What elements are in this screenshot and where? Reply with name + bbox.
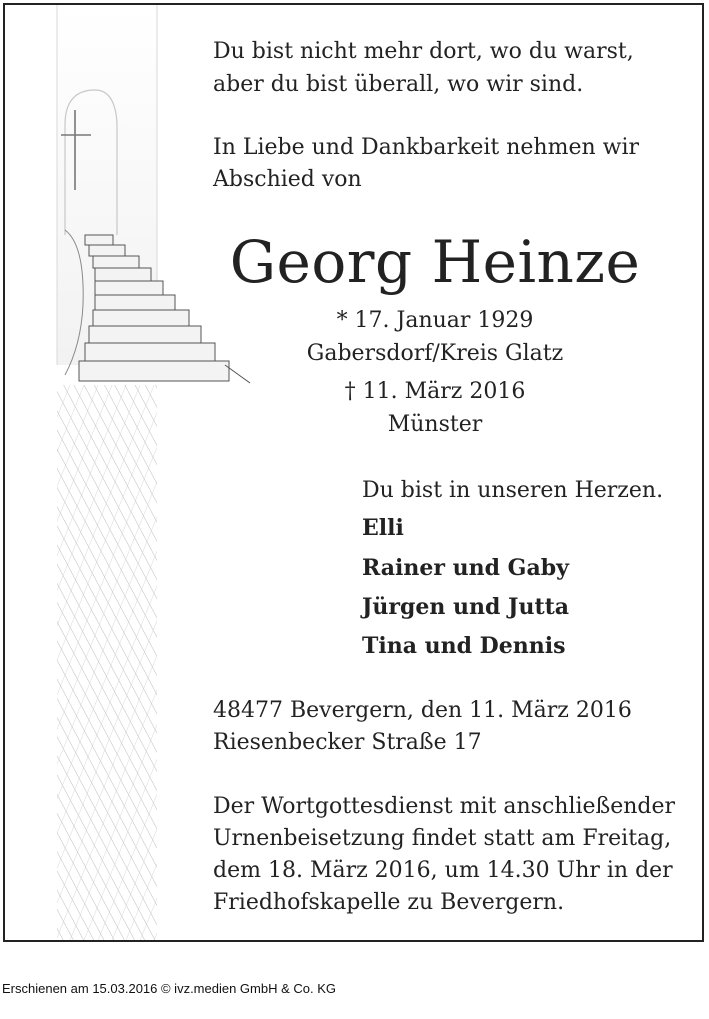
mourner-name: Rainer und Gaby xyxy=(362,555,569,581)
service-line-4: Friedhofskapelle zu Bevergern. xyxy=(213,890,565,915)
death-date: † 11. März 2016 xyxy=(344,379,526,404)
obituary-frame xyxy=(3,3,704,942)
birth-place: Gabersdorf/Kreis Glatz xyxy=(306,341,564,366)
service-line-2: Urnenbeisetzung findet statt am Freitag, xyxy=(213,826,672,851)
quote-line-2: aber du bist überall, wo wir sind. xyxy=(213,72,584,97)
service-line-1: Der Wortgottesdienst mit anschließender xyxy=(213,794,676,819)
mourner-name: Tina und Dennis xyxy=(362,633,566,659)
address-line-1: 48477 Bevergern, den 11. März 2016 xyxy=(213,698,632,723)
address-line-2: Riesenbecker Straße 17 xyxy=(213,730,482,755)
mourner-name: Elli xyxy=(362,515,404,541)
deceased-name: Georg Heinze xyxy=(229,228,641,296)
service-line-3: dem 18. März 2016, um 14.30 Uhr in der xyxy=(213,858,673,883)
intro-line-1-text: In Liebe und Dankbarkeit nehmen wir xyxy=(213,135,640,160)
publication-footer: Erschienen am 15.03.2016 © ivz.medien GmbH & Co. KG xyxy=(2,981,337,996)
intro-line-1 xyxy=(213,132,653,163)
mourners-intro: Du bist in unseren Herzen. xyxy=(362,478,664,503)
birth-date: * 17. Januar 1929 xyxy=(336,308,534,333)
quote-line-1: Du bist nicht mehr dort, wo du warst, xyxy=(213,39,634,64)
death-place: Münster xyxy=(387,412,483,437)
mourner-name: Jürgen und Jutta xyxy=(362,594,570,620)
intro-line-2: Abschied von xyxy=(213,167,362,192)
